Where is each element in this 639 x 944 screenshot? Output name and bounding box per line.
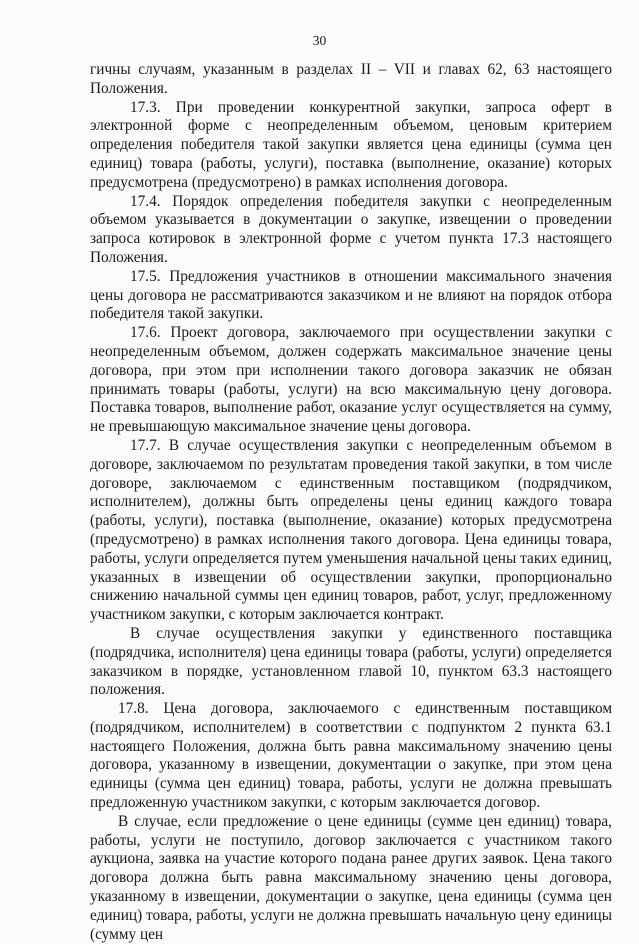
paragraph-17-3: 17.3. При проведении конкурентной закупки, запроса оферт в электронной форме с неопределенным объемом, ценовым критерием определения победителя такой закупки является цена единицы (сумма цен единиц) товара (работы, услуги), поставка (выполнение, оказание) которых предусмотрена (предусмотрено) в рамках исполнения договора.	[90, 98, 612, 191]
paragraph-17-4: 17.4. Порядок определения победителя закупки с неопределенным объемом указывается в документации о закупке, извещении о проведении запроса котировок в электронной форме с учетом пункта 17.3 настоящего Положения.	[90, 192, 612, 266]
paragraph-17-8-no-offer: В случае, если предложение о цене единицы (сумме цен единиц) товара, работы, услуги не поступило, договор заключается с участником такого аукциона, заявка на участие которого подана ранее других заявок. Цена такого договора должна быть равна максимальному значению цены договора, указанному в извещении, документации о закупке, цена единицы (сумма цен единиц) товара, работы, услуги не должна превышать начальную цену единицы (сумму цен	[90, 812, 612, 943]
page-number: 30	[312, 33, 327, 48]
paragraph-continuation: гичны случаям, указанным в разделах II – VII и главах 62, 63 настоящего Положения.	[90, 61, 612, 97]
paragraph-17-7: 17.7. В случае осуществления закупки с неопределенным объемом в договоре, заключаемом по результатам проведения такой закупки, в том числе договоре, заключаемом с единственным поставщиком (подрядчиком, исполнителем), должны быть определены цены единиц каждого товара (работы, услуги), поставка (выполнение, оказание) которых предусмотрена (предусмотрено) в рамках исполнения такого договора. Цена единицы товара, работы, услуги определяется путем уменьшения начальной цены таких единиц, указанных в извещении об осуществлении закупки, пропорционально снижению начальной суммы цен единиц товаров, работ, услуг, предложенному участником закупки, с которым заключается контракт.	[90, 436, 612, 624]
paragraph-17-5: 17.5. Предложения участников в отношении максимального значения цены договора не рассматриваются заказчиком и не влияют на порядок отбора победителя такой закупки.	[90, 267, 612, 323]
paragraph-17-7-sole-supplier: В случае осуществления закупки у единственного поставщика (подрядчика, исполнителя) цена единицы товара (работы, услуги) определяется заказчиком в порядке, установленном главой 10, пунктом 63.3 настоящего положения.	[90, 624, 612, 699]
document-body	[90, 61, 612, 944]
paragraph-17-8: 17.8. Цена договора, заключаемого с единственным поставщиком (подрядчиком, исполнителем) в соответствии с подпунктом 2 пункта 63.1 настоящего Положения, должна быть равна максимальному значению цены договора, указанному в извещении, документации о закупке, при этом цена единицы (сумма цен единиц) товара, работы, услуги не должна превышать предложенную участником закупки, с которым заключается договор.	[90, 700, 612, 812]
paragraph-17-6: 17.6. Проект договора, заключаемого при осуществлении закупки с неопределенным объемом, должен содержать максимальное значение цены договора, при этом при исполнении такого договора заказчик не обязан принимать товары (работы, услуги) на всю максимальную цену договора. Поставка товаров, выполнение работ, оказание услуг осуществляется на сумму, не превышающую максимальное значение цены договора.	[90, 324, 612, 436]
